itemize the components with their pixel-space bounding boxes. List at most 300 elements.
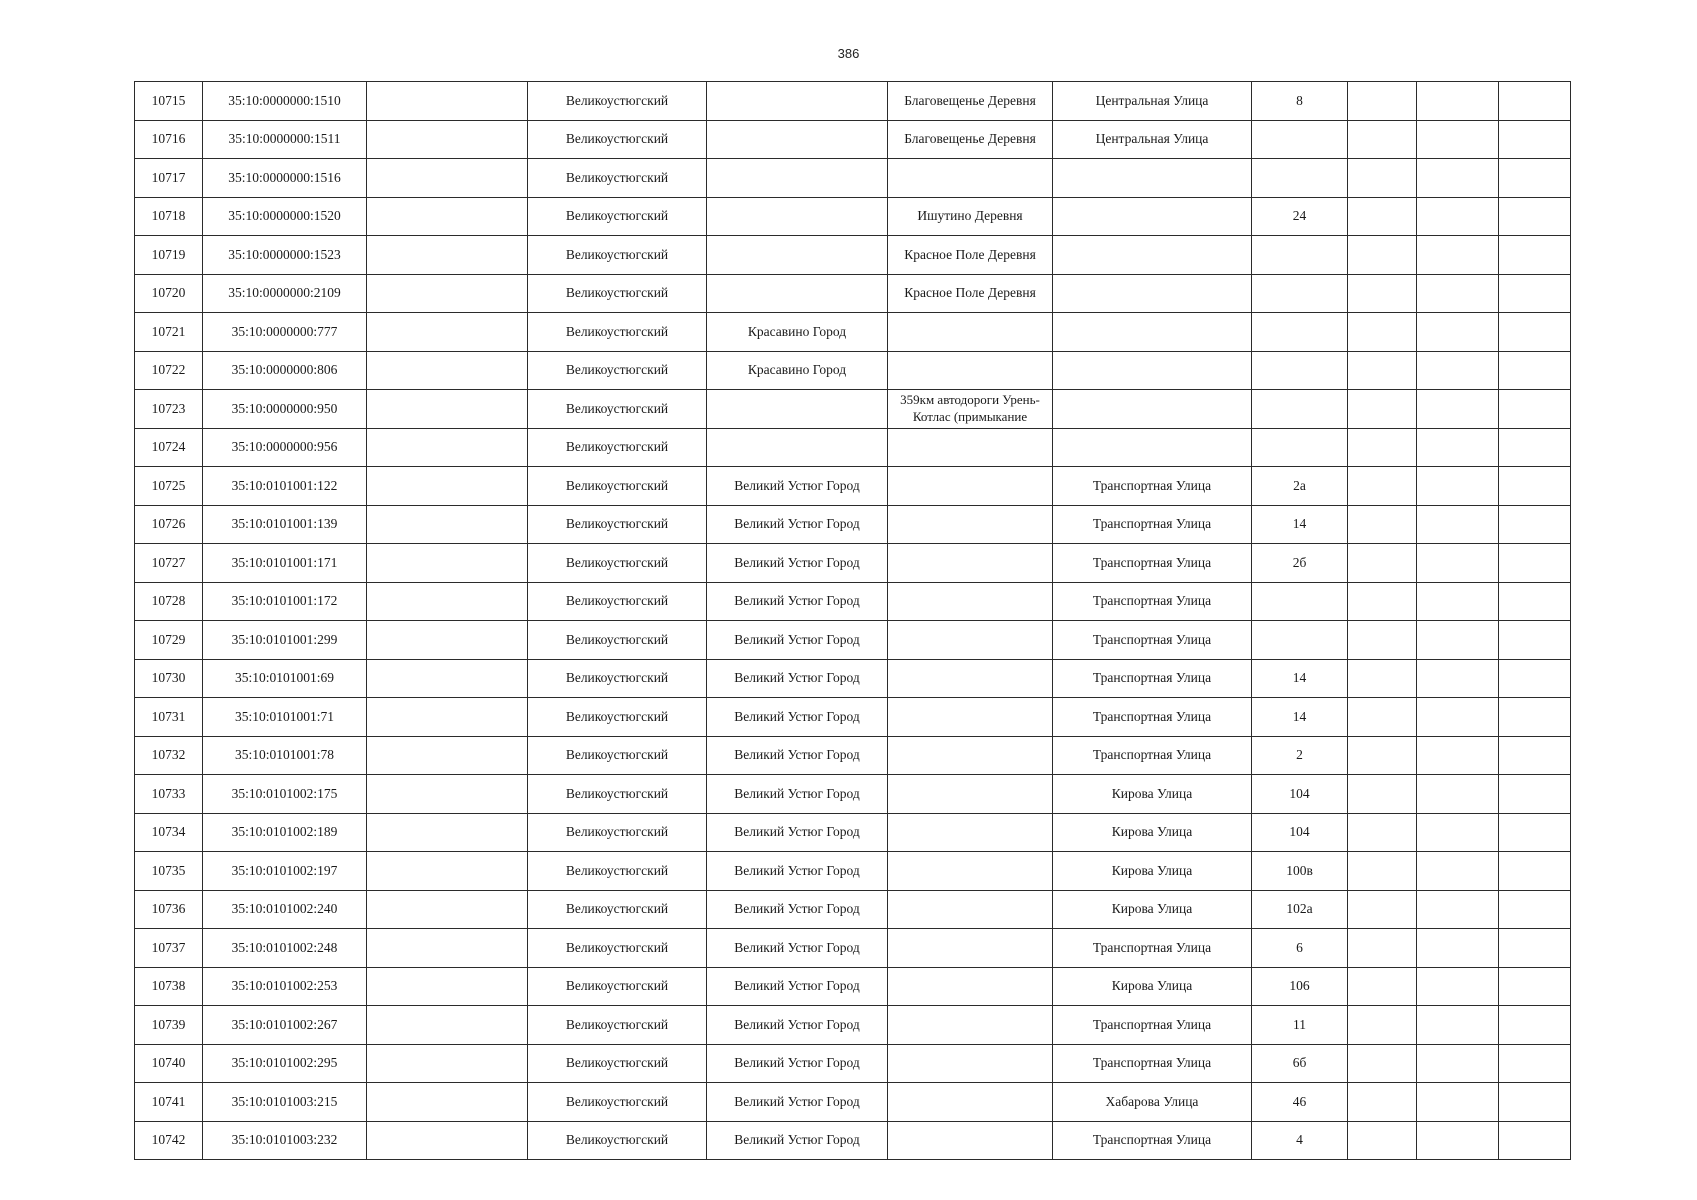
city-cell — [707, 390, 888, 429]
extra-cell-3 — [1499, 1044, 1571, 1083]
table-row — [135, 698, 1571, 737]
city-cell: Великий Устюг Город — [707, 544, 888, 583]
table-row — [135, 120, 1571, 159]
cadastral-number-cell: 35:10:0101001:69 — [203, 659, 367, 698]
extra-cell-3 — [1499, 775, 1571, 814]
district-cell: Великоустюгский — [528, 274, 707, 313]
extra-cell-1 — [1348, 775, 1417, 814]
cadastral-number-cell: 35:10:0000000:806 — [203, 351, 367, 390]
house-number-cell — [1252, 390, 1348, 429]
locality-cell — [888, 813, 1053, 852]
extra-cell-3 — [1499, 505, 1571, 544]
row-number-cell: 10741 — [135, 1083, 203, 1122]
cadastral-number-cell: 35:10:0101002:248 — [203, 929, 367, 968]
table-row — [135, 621, 1571, 660]
house-number-cell — [1252, 621, 1348, 660]
extra-cell-2 — [1417, 775, 1499, 814]
blank-cell — [367, 428, 528, 467]
row-number-cell: 10720 — [135, 274, 203, 313]
street-cell — [1053, 159, 1252, 198]
blank-cell — [367, 775, 528, 814]
extra-cell-1 — [1348, 736, 1417, 775]
district-cell: Великоустюгский — [528, 159, 707, 198]
extra-cell-1 — [1348, 1006, 1417, 1045]
district-cell: Великоустюгский — [528, 1121, 707, 1160]
locality-cell — [888, 467, 1053, 506]
row-number-cell: 10730 — [135, 659, 203, 698]
city-cell: Великий Устюг Город — [707, 1006, 888, 1045]
extra-cell-1 — [1348, 929, 1417, 968]
extra-cell-3 — [1499, 929, 1571, 968]
blank-cell — [367, 890, 528, 929]
table-row — [135, 1083, 1571, 1122]
blank-cell — [367, 967, 528, 1006]
row-number-cell: 10735 — [135, 852, 203, 891]
extra-cell-2 — [1417, 890, 1499, 929]
blank-cell — [367, 120, 528, 159]
locality-cell — [888, 351, 1053, 390]
city-cell: Великий Устюг Город — [707, 505, 888, 544]
street-cell — [1053, 351, 1252, 390]
row-number-cell: 10734 — [135, 813, 203, 852]
extra-cell-2 — [1417, 852, 1499, 891]
street-cell: Хабарова Улица — [1053, 1083, 1252, 1122]
city-cell: Великий Устюг Город — [707, 1121, 888, 1160]
row-number-cell: 10722 — [135, 351, 203, 390]
extra-cell-1 — [1348, 82, 1417, 121]
extra-cell-2 — [1417, 428, 1499, 467]
city-cell: Великий Устюг Город — [707, 1083, 888, 1122]
table-row — [135, 313, 1571, 352]
cadastral-number-cell: 35:10:0101001:172 — [203, 582, 367, 621]
cadastral-number-cell: 35:10:0101001:139 — [203, 505, 367, 544]
house-number-cell — [1252, 582, 1348, 621]
extra-cell-2 — [1417, 159, 1499, 198]
cadastral-number-cell: 35:10:0101002:253 — [203, 967, 367, 1006]
street-cell: Транспортная Улица — [1053, 736, 1252, 775]
table-row — [135, 775, 1571, 814]
blank-cell — [367, 274, 528, 313]
blank-cell — [367, 929, 528, 968]
row-number-cell: 10718 — [135, 197, 203, 236]
blank-cell — [367, 82, 528, 121]
extra-cell-2 — [1417, 1121, 1499, 1160]
street-cell — [1053, 274, 1252, 313]
extra-cell-3 — [1499, 890, 1571, 929]
blank-cell — [367, 852, 528, 891]
city-cell — [707, 159, 888, 198]
district-cell: Великоустюгский — [528, 582, 707, 621]
cadastral-number-cell: 35:10:0000000:1516 — [203, 159, 367, 198]
cadastral-number-cell: 35:10:0000000:1511 — [203, 120, 367, 159]
district-cell: Великоустюгский — [528, 736, 707, 775]
district-cell: Великоустюгский — [528, 467, 707, 506]
street-cell: Транспортная Улица — [1053, 467, 1252, 506]
district-cell: Великоустюгский — [528, 890, 707, 929]
extra-cell-3 — [1499, 274, 1571, 313]
extra-cell-3 — [1499, 1121, 1571, 1160]
extra-cell-1 — [1348, 467, 1417, 506]
street-cell — [1053, 428, 1252, 467]
extra-cell-1 — [1348, 390, 1417, 429]
district-cell: Великоустюгский — [528, 120, 707, 159]
house-number-cell — [1252, 159, 1348, 198]
extra-cell-1 — [1348, 274, 1417, 313]
extra-cell-1 — [1348, 659, 1417, 698]
cadastral-number-cell: 35:10:0101002:189 — [203, 813, 367, 852]
district-cell: Великоустюгский — [528, 698, 707, 737]
extra-cell-2 — [1417, 82, 1499, 121]
extra-cell-1 — [1348, 159, 1417, 198]
registry-body — [135, 82, 1571, 1160]
house-number-cell: 6 — [1252, 929, 1348, 968]
extra-cell-1 — [1348, 852, 1417, 891]
street-cell: Транспортная Улица — [1053, 1006, 1252, 1045]
blank-cell — [367, 813, 528, 852]
extra-cell-3 — [1499, 236, 1571, 275]
row-number-cell: 10736 — [135, 890, 203, 929]
extra-cell-2 — [1417, 544, 1499, 583]
extra-cell-3 — [1499, 698, 1571, 737]
page-number: 386 — [837, 46, 860, 61]
district-cell: Великоустюгский — [528, 775, 707, 814]
extra-cell-2 — [1417, 967, 1499, 1006]
extra-cell-1 — [1348, 544, 1417, 583]
table-row — [135, 351, 1571, 390]
locality-cell — [888, 736, 1053, 775]
extra-cell-2 — [1417, 582, 1499, 621]
city-cell — [707, 82, 888, 121]
city-cell: Великий Устюг Город — [707, 467, 888, 506]
cadastral-number-cell: 35:10:0101002:267 — [203, 1006, 367, 1045]
extra-cell-3 — [1499, 351, 1571, 390]
house-number-cell: 2б — [1252, 544, 1348, 583]
blank-cell — [367, 351, 528, 390]
district-cell: Великоустюгский — [528, 236, 707, 275]
locality-cell — [888, 428, 1053, 467]
row-number-cell: 10738 — [135, 967, 203, 1006]
table-row — [135, 274, 1571, 313]
district-cell: Великоустюгский — [528, 1083, 707, 1122]
blank-cell — [367, 197, 528, 236]
locality-cell: 359км автодороги Урень-Котлас (примыкание — [888, 390, 1053, 429]
house-number-cell — [1252, 428, 1348, 467]
locality-cell — [888, 313, 1053, 352]
blank-cell — [367, 659, 528, 698]
street-cell: Кирова Улица — [1053, 967, 1252, 1006]
blank-cell — [367, 467, 528, 506]
extra-cell-3 — [1499, 852, 1571, 891]
locality-cell — [888, 775, 1053, 814]
blank-cell — [367, 1121, 528, 1160]
registry-table — [134, 81, 1571, 1160]
city-cell — [707, 274, 888, 313]
extra-cell-2 — [1417, 390, 1499, 429]
locality-cell — [888, 621, 1053, 660]
locality-cell — [888, 159, 1053, 198]
table-row — [135, 582, 1571, 621]
row-number-cell: 10731 — [135, 698, 203, 737]
street-cell: Кирова Улица — [1053, 890, 1252, 929]
extra-cell-2 — [1417, 236, 1499, 275]
house-number-cell: 2а — [1252, 467, 1348, 506]
blank-cell — [367, 236, 528, 275]
house-number-cell: 102а — [1252, 890, 1348, 929]
locality-cell — [888, 698, 1053, 737]
extra-cell-2 — [1417, 505, 1499, 544]
district-cell: Великоустюгский — [528, 390, 707, 429]
locality-cell — [888, 659, 1053, 698]
extra-cell-2 — [1417, 736, 1499, 775]
locality-cell — [888, 505, 1053, 544]
house-number-cell: 14 — [1252, 505, 1348, 544]
city-cell: Великий Устюг Город — [707, 621, 888, 660]
extra-cell-1 — [1348, 967, 1417, 1006]
blank-cell — [367, 313, 528, 352]
street-cell: Транспортная Улица — [1053, 929, 1252, 968]
district-cell: Великоустюгский — [528, 1044, 707, 1083]
extra-cell-1 — [1348, 621, 1417, 660]
table-row — [135, 929, 1571, 968]
blank-cell — [367, 698, 528, 737]
district-cell: Великоустюгский — [528, 505, 707, 544]
extra-cell-2 — [1417, 313, 1499, 352]
house-number-cell — [1252, 313, 1348, 352]
street-cell: Транспортная Улица — [1053, 544, 1252, 583]
extra-cell-1 — [1348, 813, 1417, 852]
house-number-cell — [1252, 351, 1348, 390]
cadastral-number-cell: 35:10:0000000:2109 — [203, 274, 367, 313]
extra-cell-1 — [1348, 582, 1417, 621]
row-number-cell: 10716 — [135, 120, 203, 159]
row-number-cell: 10733 — [135, 775, 203, 814]
city-cell: Великий Устюг Город — [707, 890, 888, 929]
extra-cell-2 — [1417, 1044, 1499, 1083]
table-row — [135, 659, 1571, 698]
street-cell: Транспортная Улица — [1053, 1121, 1252, 1160]
extra-cell-2 — [1417, 197, 1499, 236]
cadastral-number-cell: 35:10:0000000:777 — [203, 313, 367, 352]
extra-cell-2 — [1417, 120, 1499, 159]
extra-cell-1 — [1348, 1044, 1417, 1083]
district-cell: Великоустюгский — [528, 967, 707, 1006]
row-number-cell: 10723 — [135, 390, 203, 429]
table-row — [135, 390, 1571, 429]
house-number-cell: 106 — [1252, 967, 1348, 1006]
extra-cell-3 — [1499, 197, 1571, 236]
cadastral-number-cell: 35:10:0101003:232 — [203, 1121, 367, 1160]
blank-cell — [367, 505, 528, 544]
extra-cell-1 — [1348, 120, 1417, 159]
district-cell: Великоустюгский — [528, 428, 707, 467]
city-cell: Великий Устюг Город — [707, 659, 888, 698]
extra-cell-3 — [1499, 159, 1571, 198]
extra-cell-3 — [1499, 82, 1571, 121]
city-cell: Великий Устюг Город — [707, 698, 888, 737]
city-cell: Великий Устюг Город — [707, 852, 888, 891]
house-number-cell: 2 — [1252, 736, 1348, 775]
city-cell: Великий Устюг Город — [707, 813, 888, 852]
street-cell: Транспортная Улица — [1053, 659, 1252, 698]
locality-cell: Красное Поле Деревня — [888, 274, 1053, 313]
blank-cell — [367, 544, 528, 583]
cadastral-number-cell: 35:10:0101003:215 — [203, 1083, 367, 1122]
cadastral-number-cell: 35:10:0101001:78 — [203, 736, 367, 775]
district-cell: Великоустюгский — [528, 621, 707, 660]
extra-cell-1 — [1348, 236, 1417, 275]
blank-cell — [367, 1083, 528, 1122]
extra-cell-1 — [1348, 1083, 1417, 1122]
cadastral-number-cell: 35:10:0101002:175 — [203, 775, 367, 814]
locality-cell — [888, 929, 1053, 968]
table-row — [135, 159, 1571, 198]
extra-cell-3 — [1499, 1083, 1571, 1122]
district-cell: Великоустюгский — [528, 813, 707, 852]
row-number-cell: 10719 — [135, 236, 203, 275]
locality-cell — [888, 890, 1053, 929]
cadastral-number-cell: 35:10:0101002:197 — [203, 852, 367, 891]
house-number-cell: 4 — [1252, 1121, 1348, 1160]
street-cell — [1053, 313, 1252, 352]
district-cell: Великоустюгский — [528, 659, 707, 698]
locality-cell — [888, 1083, 1053, 1122]
row-number-cell: 10729 — [135, 621, 203, 660]
row-number-cell: 10721 — [135, 313, 203, 352]
street-cell: Кирова Улица — [1053, 852, 1252, 891]
city-cell: Великий Устюг Город — [707, 929, 888, 968]
extra-cell-3 — [1499, 813, 1571, 852]
house-number-cell: 11 — [1252, 1006, 1348, 1045]
city-cell: Великий Устюг Город — [707, 967, 888, 1006]
locality-cell: Благовещенье Деревня — [888, 82, 1053, 121]
extra-cell-3 — [1499, 967, 1571, 1006]
district-cell: Великоустюгский — [528, 544, 707, 583]
extra-cell-3 — [1499, 467, 1571, 506]
district-cell: Великоустюгский — [528, 82, 707, 121]
extra-cell-1 — [1348, 197, 1417, 236]
extra-cell-3 — [1499, 390, 1571, 429]
extra-cell-1 — [1348, 698, 1417, 737]
blank-cell — [367, 736, 528, 775]
extra-cell-2 — [1417, 274, 1499, 313]
locality-cell: Ишутино Деревня — [888, 197, 1053, 236]
city-cell: Красавино Город — [707, 313, 888, 352]
house-number-cell: 6б — [1252, 1044, 1348, 1083]
table-row — [135, 428, 1571, 467]
cadastral-number-cell: 35:10:0101001:71 — [203, 698, 367, 737]
house-number-cell: 14 — [1252, 659, 1348, 698]
house-number-cell: 24 — [1252, 197, 1348, 236]
row-number-cell: 10739 — [135, 1006, 203, 1045]
cadastral-number-cell: 35:10:0101002:295 — [203, 1044, 367, 1083]
extra-cell-2 — [1417, 698, 1499, 737]
street-cell — [1053, 390, 1252, 429]
table-row — [135, 813, 1571, 852]
street-cell — [1053, 236, 1252, 275]
extra-cell-2 — [1417, 1083, 1499, 1122]
street-cell: Транспортная Улица — [1053, 505, 1252, 544]
city-cell — [707, 120, 888, 159]
cadastral-number-cell: 35:10:0000000:1520 — [203, 197, 367, 236]
house-number-cell: 14 — [1252, 698, 1348, 737]
street-cell: Транспортная Улица — [1053, 582, 1252, 621]
extra-cell-3 — [1499, 313, 1571, 352]
house-number-cell: 8 — [1252, 82, 1348, 121]
locality-cell — [888, 967, 1053, 1006]
table-row — [135, 967, 1571, 1006]
extra-cell-3 — [1499, 1006, 1571, 1045]
locality-cell — [888, 1121, 1053, 1160]
cadastral-number-cell: 35:10:0000000:950 — [203, 390, 367, 429]
street-cell — [1053, 197, 1252, 236]
extra-cell-1 — [1348, 1121, 1417, 1160]
table-row — [135, 505, 1571, 544]
city-cell — [707, 236, 888, 275]
locality-cell: Благовещенье Деревня — [888, 120, 1053, 159]
row-number-cell: 10732 — [135, 736, 203, 775]
extra-cell-3 — [1499, 582, 1571, 621]
extra-cell-3 — [1499, 428, 1571, 467]
city-cell: Великий Устюг Город — [707, 775, 888, 814]
table-row — [135, 82, 1571, 121]
extra-cell-1 — [1348, 890, 1417, 929]
row-number-cell: 10725 — [135, 467, 203, 506]
cadastral-number-cell: 35:10:0101001:299 — [203, 621, 367, 660]
extra-cell-3 — [1499, 120, 1571, 159]
table-row — [135, 852, 1571, 891]
street-cell: Кирова Улица — [1053, 775, 1252, 814]
street-cell: Центральная Улица — [1053, 82, 1252, 121]
district-cell: Великоустюгский — [528, 351, 707, 390]
locality-cell — [888, 1044, 1053, 1083]
district-cell: Великоустюгский — [528, 852, 707, 891]
blank-cell — [367, 582, 528, 621]
locality-cell — [888, 1006, 1053, 1045]
table-row — [135, 197, 1571, 236]
table-row — [135, 1121, 1571, 1160]
extra-cell-1 — [1348, 505, 1417, 544]
extra-cell-2 — [1417, 621, 1499, 660]
cadastral-number-cell: 35:10:0000000:1523 — [203, 236, 367, 275]
cadastral-number-cell: 35:10:0101001:171 — [203, 544, 367, 583]
extra-cell-3 — [1499, 659, 1571, 698]
city-cell: Великий Устюг Город — [707, 582, 888, 621]
row-number-cell: 10727 — [135, 544, 203, 583]
cadastral-number-cell: 35:10:0101002:240 — [203, 890, 367, 929]
city-cell — [707, 428, 888, 467]
blank-cell — [367, 159, 528, 198]
street-cell: Центральная Улица — [1053, 120, 1252, 159]
street-cell: Транспортная Улица — [1053, 621, 1252, 660]
extra-cell-3 — [1499, 621, 1571, 660]
house-number-cell — [1252, 236, 1348, 275]
row-number-cell: 10724 — [135, 428, 203, 467]
district-cell: Великоустюгский — [528, 313, 707, 352]
house-number-cell: 104 — [1252, 813, 1348, 852]
house-number-cell — [1252, 274, 1348, 313]
district-cell: Великоустюгский — [528, 197, 707, 236]
table-row — [135, 236, 1571, 275]
table-row — [135, 544, 1571, 583]
row-number-cell: 10728 — [135, 582, 203, 621]
locality-cell — [888, 852, 1053, 891]
city-cell: Великий Устюг Город — [707, 736, 888, 775]
district-cell: Великоустюгский — [528, 1006, 707, 1045]
table-row — [135, 736, 1571, 775]
cadastral-number-cell: 35:10:0101001:122 — [203, 467, 367, 506]
locality-cell — [888, 582, 1053, 621]
row-number-cell: 10740 — [135, 1044, 203, 1083]
